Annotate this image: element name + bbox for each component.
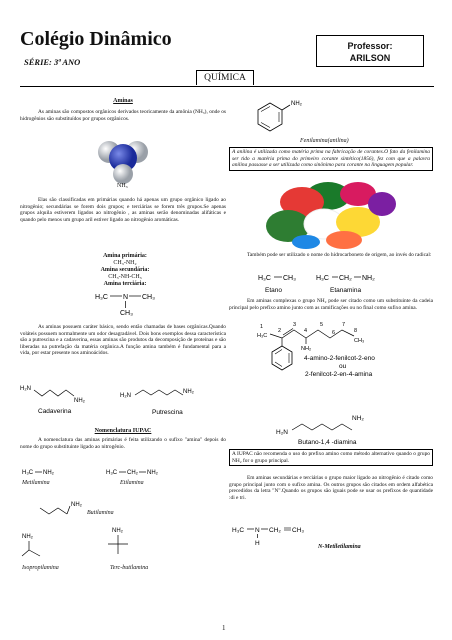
butilamina-structure [40, 494, 120, 524]
tertiary-amine-structure [95, 290, 165, 320]
tert-ch3: CH₃ [142, 294, 155, 301]
tert-h3c: H₃C [95, 294, 108, 301]
primary-amine-formula: CH₃-NH₂ [113, 260, 137, 266]
butano-nh2: NH₂ [352, 415, 364, 422]
etil-h3c: H₃C [106, 470, 118, 476]
etano-h3c: H₃C [258, 275, 271, 282]
chain-num-4: 4 [304, 328, 308, 334]
secondary-tertiary-paragraph: Em aminas secundárias e terciárias o grupo maior ligado ao nitrogênio é citado como grupo principal junto com o sufixo amina. Os outros grupos são citados em ordem alfabética precedidos da letra "N".Quando os grupos são iguais pode se usar os prefixos de quantidade :di e tri. [229, 475, 433, 501]
etil-nh2: NH₂ [147, 470, 158, 476]
subject-tab: QUÍMICA [196, 70, 254, 85]
aminas-heading: Aminas [113, 98, 133, 104]
etano-label: Etano [265, 287, 282, 294]
nmetil-ch3: CH₃ [292, 527, 305, 534]
isopropilamina-structure [22, 528, 82, 564]
chain-ch3: CH₃ [354, 338, 365, 344]
metil-nh2: NH₂ [43, 470, 54, 476]
cadaverina-label: Cadaverina [38, 408, 72, 415]
complex-amines-paragraph: Em aminas complexas o grupo NH₂ pode ser citado como um substituinte da cadeia principal pelo prefixo amino junto com as ramificações ou no final como sufixo amina. [229, 298, 433, 311]
nmetil-h: H [255, 540, 260, 547]
serie-label: SÉRIE: 3ª ANO [24, 57, 81, 67]
basicity-paragraph: As aminas possuem caráter básico, sendo então chamadas de bases orgânicas.Quando voláteis possuem normalmente um odor desagradável. Dois bons exemplos dessa característica são a putrescina e a cadaverina, essas aminas são produtos da decomposição de proteínas e são liberadas na putrefação da matéria orgânica.A função amina também é fundamental para a vida, por estar presente nos aminoácidos. [20, 324, 226, 357]
school-title: Colégio Dinâmico [20, 28, 172, 50]
chain-name-ou: ou [339, 363, 347, 370]
header-divider [20, 86, 434, 87]
secondary-amine-formula: CH₃-NH-CH₃ [108, 274, 142, 280]
butano-label: Butano-1,4 -diamina [298, 439, 357, 446]
butanodiamina-structure [276, 410, 396, 450]
etanamina-label: Etanamina [330, 287, 362, 294]
tercbutilamina-structure [106, 522, 166, 558]
nomenclature-paragraph: A nomenclatura das aminas primárias é feita utilizando o sufixo "amina" depois do nome do grupo substituinte ligado ao nitrogênio. [20, 437, 226, 450]
primary-amine-label: Amina primária: [103, 253, 147, 259]
chain-num-3: 3 [293, 322, 297, 328]
chain-nh2: NH₂ [301, 346, 312, 352]
nmetiletilamina-structure [232, 522, 332, 552]
chain-h3c: H₃C [257, 333, 268, 339]
chain-name-1: 4-amino-2-fenilcot-2-eno [304, 355, 375, 362]
dye-powders-image [266, 176, 394, 248]
putrescina-label: Putrescina [152, 409, 183, 416]
etanamina-h3c: H₃C [316, 275, 329, 282]
professor-label: Professor: [347, 41, 393, 51]
tert-n: N [123, 294, 129, 301]
nmetil-ch2: CH₂ [269, 527, 281, 534]
professor-box [316, 35, 424, 67]
fenilcot-structure [256, 322, 396, 414]
etilamina-label: Etilamina [120, 480, 144, 486]
etano-etanamina-structures [258, 270, 408, 300]
ammonia-model-image [95, 136, 151, 184]
aniline-structure [248, 92, 308, 148]
nh3-caption: NH₃ [117, 183, 128, 189]
tert-ch3-bottom: CH₃ [120, 310, 133, 317]
fenilamina-caption: Fenilamina(anilina) [300, 138, 349, 144]
secondary-amine-label: Amina secundária: [100, 267, 150, 273]
intro-paragraph: As aminas são compostos orgânicos derivados teoricamente da amônia (NH₃), onde os hidrogênios são substituídos por grupos orgânicos. [20, 109, 226, 122]
putrescina-structure [120, 385, 220, 420]
nmetil-h3c: H₃C [232, 527, 245, 534]
chain-num-6: 6 [332, 330, 336, 336]
butano-h2n: H₂N [276, 429, 288, 436]
anilina-info-box: A anilina é utilizada como matéria prima na fabricação de corantes.O fato da fenilamina ser tido a matéria prima do primeiro corante sintético(1856), fez com que a palavra anilina passasse a ser utilizada como sinônimo para corante na linguagem popular. [229, 147, 433, 171]
etanamina-nh2: NH₂ [362, 275, 375, 282]
iupac-note-box: A IUPAC não recomenda o uso do prefixo amino como método alternativo quando o grupo NH₂ for o grupo principal. [229, 449, 433, 466]
putrescina-h2n: H₂N [120, 393, 131, 399]
etilamina-structure [106, 466, 186, 488]
cadaverina-h2n: H₂N [20, 386, 31, 392]
isopropilamina-label: Isopropilamina [22, 565, 59, 571]
tercbutil-nh2: NH₂ [112, 528, 123, 534]
tercbutilamina-label: Terc-butilamina [110, 565, 149, 571]
professor-name: ARILSON [349, 53, 391, 63]
chain-num-8: 8 [354, 328, 358, 334]
chain-name-2: 2-fenilcot-2-en-4-amina [305, 371, 373, 378]
isopropil-nh2: NH₂ [22, 534, 33, 540]
butilamina-label: Butilamina [87, 510, 114, 516]
chain-num-1: 1 [260, 324, 264, 330]
etanamina-ch2: CH₂ [339, 275, 352, 282]
radical-paragraph: Também pode ser utilizado o nome do hidrocarboneto de origem, ao invés do radical: [247, 252, 432, 258]
butil-nh2: NH₂ [71, 502, 82, 508]
metilamina-label: Metilamina [22, 480, 50, 486]
chain-num-7: 7 [342, 322, 346, 328]
chain-num-5: 5 [320, 322, 324, 328]
nmetil-n: N [255, 527, 260, 534]
putrescina-nh2: NH₂ [183, 389, 194, 395]
cadaverina-structure [20, 382, 110, 417]
metil-h3c: H₃C [22, 470, 34, 476]
cadaverina-nh2: NH₂ [74, 398, 85, 404]
etil-ch2: CH₂ [127, 470, 138, 476]
aniline-nh2: NH₂ [291, 101, 302, 107]
chain-num-2: 2 [278, 328, 282, 334]
classification-paragraph: Elas são classificadas em primárias quando há apenas um grupo orgânico ligado ao nitrogênio; secundárias se forem dois grupos; e terciárias se forem três grupos.Se apenas grupos alquila estiverem ligados ao nitrogênio , as aminas serão denominadas alifáticas e quando pelo menos um grupo aril estiver ligado ao nitrogênio aromáticas. [20, 197, 226, 223]
page-number: 1 [222, 624, 226, 632]
etano-ch3: CH₃ [283, 275, 296, 282]
nmetiletilamina-label: N-Metiletilamina [318, 544, 361, 550]
tertiary-amine-label: Amina terciária: [103, 281, 147, 287]
nomenclature-heading: Nomenclatura IUPAC [94, 428, 152, 434]
